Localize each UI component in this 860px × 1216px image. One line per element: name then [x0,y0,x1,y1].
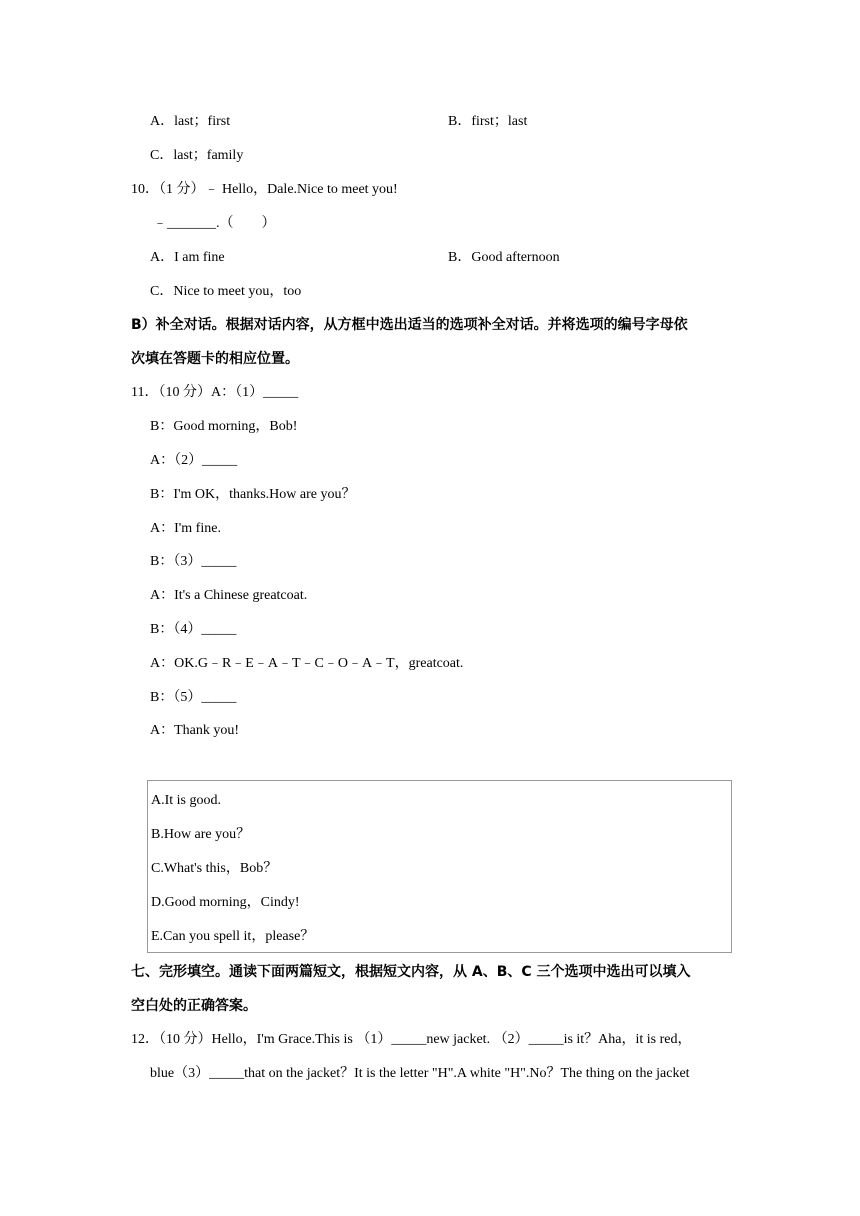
option-box-item: B.How are you？ [151,827,251,842]
q10-option-b: B．Good afternoon [448,250,560,265]
section-b-heading-line1: B）补全对话。根据对话内容，从方框中选出适当的选项补全对话。并将选项的编号字母依 [131,317,688,333]
q11-dialogue-line: B：I'm OK，thanks.How are you？ [150,487,356,502]
option-box-item: A.It is good. [151,793,221,808]
q11-dialogue-line: B：（5）_____ [150,690,237,705]
q11-dialogue-line: A：It's a Chinese greatcoat. [150,588,308,603]
q9-option-a: A．last；first [150,114,231,129]
q11-dialogue-line: B：Good morning，Bob! [150,419,298,434]
section-7-heading-line1: 七、完形填空。通读下面两篇短文，根据短文内容，从 A、B、C 三个选项中选出可以填入 [131,964,691,980]
q12-passage-line1: 12．（10 分）Hello，I'm Grace.This is （1）_____new jacket. （2）_____is it？Aha，it is red， [131,1032,692,1047]
q11-dialogue-line: A：OK.G﹣R﹣E﹣A﹣T﹣C﹣O﹣A﹣T，greatcoat. [150,656,464,671]
option-box-item: D.Good morning，Cindy! [151,895,300,910]
q9-option-b: B．first；last [448,114,528,129]
q10-stem: 10．（1 分）﹣ Hello，Dale.Nice to meet you! [131,182,398,197]
q10-option-c: C．Nice to meet you，too [150,284,302,299]
option-box-item: C.What's this，Bob？ [151,861,278,876]
q10-blank-line: ﹣_______.（ ） [153,216,276,231]
section-b-heading-line2: 次填在答题卡的相应位置。 [131,351,299,367]
q11-dialogue-line: B：（4）_____ [150,622,237,637]
option-box [147,780,732,953]
q11-stem: 11．（10 分）A：（1）_____ [131,385,299,400]
q9-option-c: C．last；family [150,148,244,163]
q11-dialogue-line: A：I'm fine. [150,521,221,536]
q10-option-a: A．I am fine [150,250,225,265]
q12-passage-line2: blue（3）_____that on the jacket？It is the letter "H".A white "H".No？The thing on the jacket [150,1066,690,1081]
q11-dialogue-line: A：Thank you! [150,723,240,738]
q11-dialogue-line: B：（3）_____ [150,554,237,569]
q11-dialogue-line: A：（2）_____ [150,453,238,468]
section-7-heading-line2: 空白处的正确答案。 [131,998,257,1014]
option-box-item: E.Can you spell it，please？ [151,929,315,944]
